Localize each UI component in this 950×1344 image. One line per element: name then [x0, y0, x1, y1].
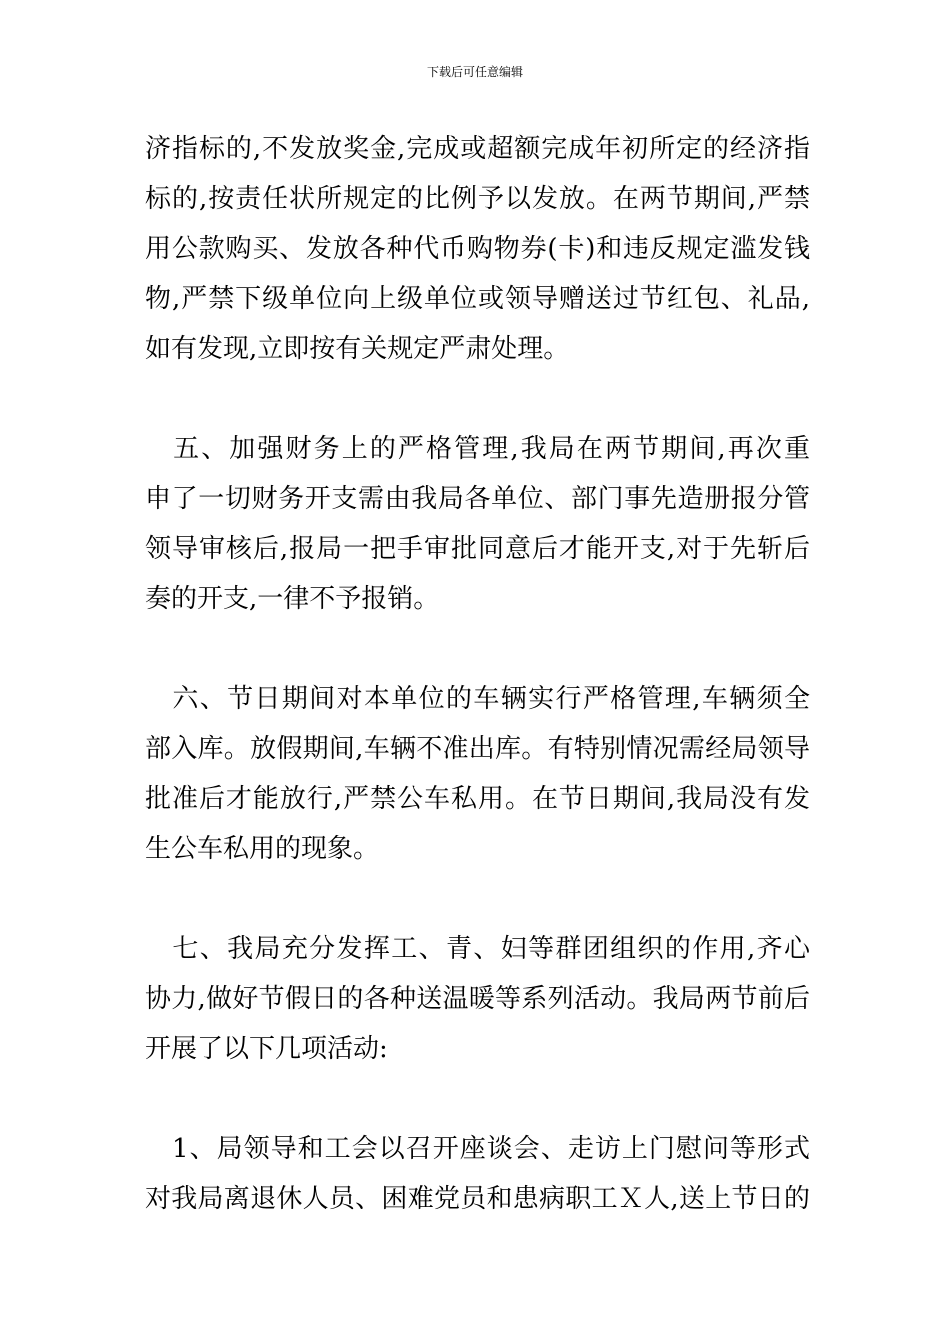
- paragraph-line: 物,严禁下级单位向上级单位或领导赠送过节红包、礼品,: [145, 284, 810, 314]
- paragraph-line: 生公车私用的现象。: [145, 834, 380, 864]
- paragraph-line: 济指标的,不发放奖金,完成或超额完成年初所定的经济指: [145, 134, 810, 164]
- paragraph-line: 六、节日期间对本单位的车辆实行严格管理,车辆须全: [145, 684, 810, 714]
- paragraph-line: 部入库。放假期间,车辆不准出库。有特别情况需经局领导: [145, 734, 810, 764]
- paragraph-line: 奏的开支,一律不予报销。: [145, 584, 440, 614]
- paragraph-line: 标的,按责任状所规定的比例予以发放。在两节期间,严禁: [145, 184, 810, 214]
- paragraph-line: 批准后才能放行,严禁公车私用。在节日期间,我局没有发: [145, 784, 810, 814]
- paragraph-line: 1、局领导和工会以召开座谈会、走访上门慰问等形式: [145, 1134, 810, 1164]
- paragraph-line: 五、加强财务上的严格管理,我局在两节期间,再次重: [145, 434, 810, 464]
- paragraph-line: 开展了以下几项活动:: [145, 1034, 388, 1064]
- paragraph-line: 申了一切财务开支需由我局各单位、部门事先造册报分管: [145, 484, 810, 514]
- paragraph-line: 协力,做好节假日的各种送温暖等系列活动。我局两节前后: [145, 984, 810, 1014]
- page-header: 下载后可任意编辑: [426, 65, 523, 79]
- paragraph-line: 用公款购买、发放各种代币购物券(卡)和违反规定滥发钱: [145, 234, 810, 264]
- paragraph-line: 对我局离退休人员、困难党员和患病职工Ｘ人,送上节日的: [145, 1184, 810, 1214]
- paragraph-line: 如有发现,立即按有关规定严肃处理。: [145, 334, 570, 364]
- paragraph-line: 七、我局充分发挥工、青、妇等群团组织的作用,齐心: [145, 934, 810, 964]
- paragraph-line: 领导审核后,报局一把手审批同意后才能开支,对于先斩后: [145, 534, 810, 564]
